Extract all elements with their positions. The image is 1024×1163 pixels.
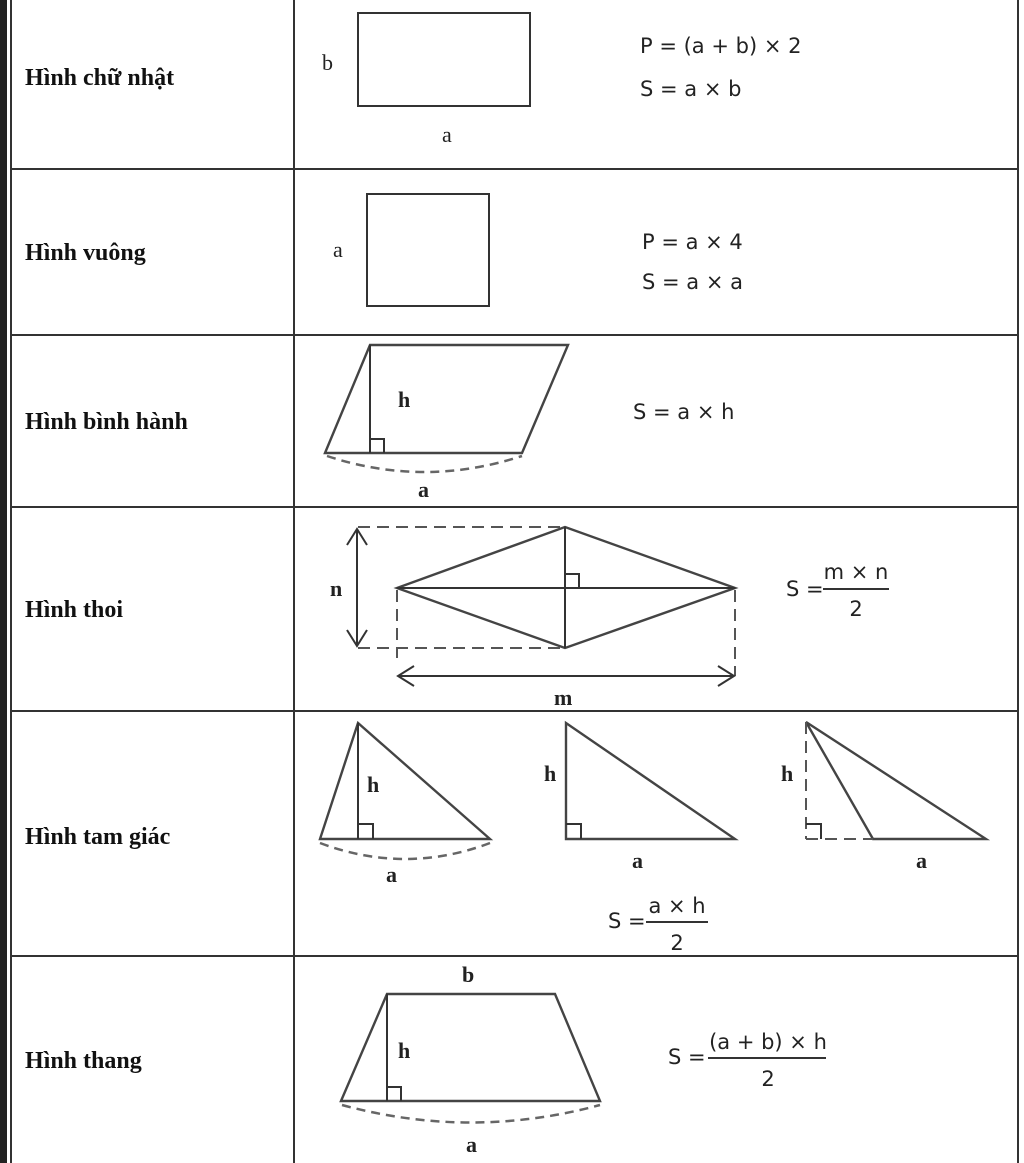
rectangle-area-formula: S = a × b xyxy=(640,77,742,101)
triangle-figure-3 xyxy=(781,722,986,873)
right-angle-mark xyxy=(370,439,384,453)
triangle-shape xyxy=(320,723,490,839)
rhombus-m-label: m xyxy=(554,685,573,710)
rhombus-area-formula xyxy=(786,560,889,621)
formula-numerator: a × h xyxy=(648,894,706,918)
right-angle-mark xyxy=(806,824,821,839)
parallelogram-height-label: h xyxy=(398,387,411,412)
parallelogram-shape xyxy=(325,345,568,453)
trapezoid-area-formula xyxy=(668,1030,827,1091)
formula-denominator: 2 xyxy=(670,931,684,955)
label-triangle: Hình tam giác xyxy=(25,824,171,850)
triangle-area-formula xyxy=(608,894,708,955)
triangle2-height-label: h xyxy=(544,761,557,786)
base-brace xyxy=(327,456,522,472)
formula-lhs: S = xyxy=(668,1045,706,1069)
parallelogram-figure xyxy=(325,345,568,502)
square-shape xyxy=(367,194,489,306)
rectangle-perimeter-formula: P = (a + b) × 2 xyxy=(640,34,802,58)
label-rectangle: Hình chữ nhật xyxy=(25,65,175,91)
trapezoid-shape xyxy=(341,994,600,1101)
triangle1-base-label: a xyxy=(386,862,397,887)
right-angle-mark xyxy=(565,574,579,588)
triangle2-base-label: a xyxy=(632,848,643,873)
rhombus-n-label: n xyxy=(330,576,343,601)
square-area-formula: S = a × a xyxy=(642,270,743,294)
formula-lhs: S = xyxy=(608,909,646,933)
formula-lhs: S = xyxy=(786,577,824,601)
triangle1-height-label: h xyxy=(367,772,380,797)
base-brace xyxy=(320,843,490,859)
obtuse-triangle-shape xyxy=(806,722,986,839)
triangle3-base-label: a xyxy=(916,848,927,873)
label-parallelogram: Hình bình hành xyxy=(25,409,188,435)
trapezoid-figure xyxy=(341,962,600,1157)
parallelogram-base-label: a xyxy=(418,477,429,502)
right-angle-mark xyxy=(387,1087,401,1101)
trapezoid-top-label: b xyxy=(462,962,475,987)
label-trapezoid: Hình thang xyxy=(25,1048,142,1074)
rectangle-side-b-label: b xyxy=(322,50,333,75)
base-brace xyxy=(342,1105,600,1123)
triangle-figure-2 xyxy=(544,723,735,873)
trapezoid-bottom-label: a xyxy=(466,1132,477,1157)
formula-denominator: 2 xyxy=(849,597,863,621)
right-angle-mark xyxy=(566,824,581,839)
rectangle-side-a-label: a xyxy=(442,122,452,147)
formula-denominator: 2 xyxy=(761,1067,775,1091)
parallelogram-area-formula: S = a × h xyxy=(633,400,735,424)
formula-numerator: (a + b) × h xyxy=(709,1030,827,1054)
right-angle-mark xyxy=(358,824,373,839)
right-triangle-shape xyxy=(566,723,735,839)
rhombus-figure xyxy=(330,527,735,710)
square-perimeter-formula: P = a × 4 xyxy=(642,230,743,254)
square-figure xyxy=(333,194,489,306)
label-rhombus: Hình thoi xyxy=(25,597,124,623)
trapezoid-height-label: h xyxy=(398,1038,411,1063)
triangle-figure-1 xyxy=(320,723,490,887)
rectangle-figure xyxy=(322,13,530,147)
formula-numerator: m × n xyxy=(823,560,889,584)
square-side-a-label: a xyxy=(333,237,343,262)
triangle3-height-label: h xyxy=(781,761,794,786)
rectangle-shape xyxy=(358,13,530,106)
label-square: Hình vuông xyxy=(25,240,146,266)
